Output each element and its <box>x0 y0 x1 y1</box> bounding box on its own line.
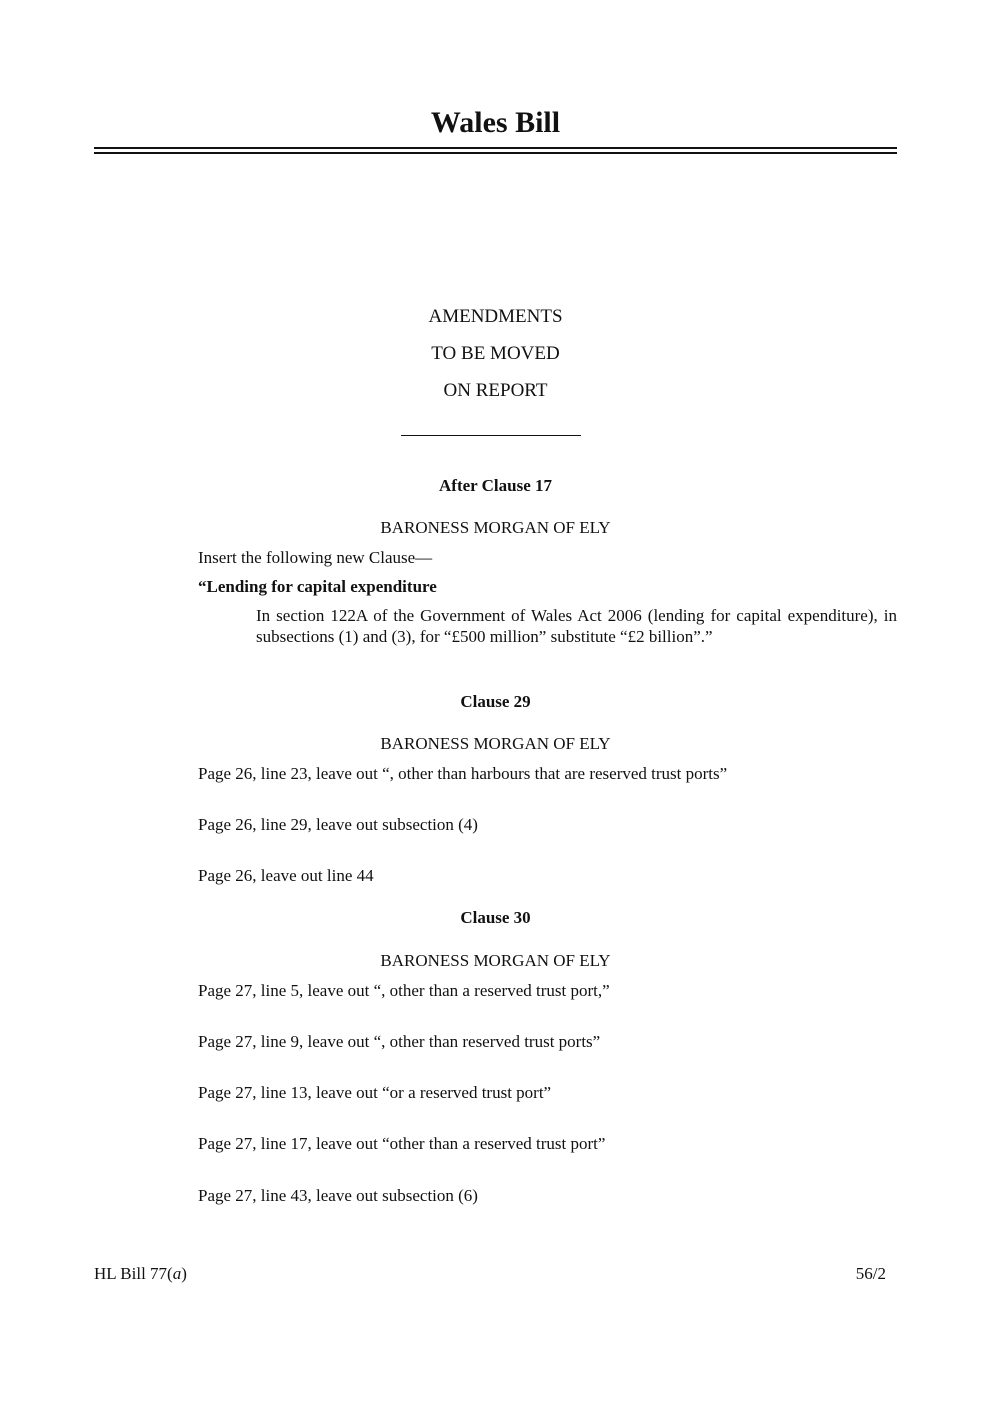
amendment-line: Page 27, line 5, leave out “, other than a reserved trust port,” <box>198 981 610 1000</box>
heading-line-1: AMENDMENTS <box>428 306 563 327</box>
bill-ref-prefix: HL Bill 77( <box>94 1264 173 1283</box>
amendment-line: Page 26, leave out line 44 <box>198 866 374 885</box>
page-reference: 56/2 <box>855 1264 886 1283</box>
amendment-instruction: Insert the following new Clause— <box>198 548 433 567</box>
heading-line-3: ON REPORT <box>443 380 548 401</box>
new-clause-title: “Lending for capital expenditure <box>198 577 437 596</box>
amendment-line: Page 27, line 9, leave out “, other than reserved trust ports” <box>198 1032 601 1051</box>
section-heading-after-clause-17: After Clause 17 <box>439 476 552 495</box>
amendment-line: Page 26, line 29, leave out subsection (4) <box>198 815 478 834</box>
amendment-line: Page 27, line 13, leave out “or a reserved trust port” <box>198 1083 552 1102</box>
heading-divider <box>401 435 581 436</box>
bill-reference <box>94 1264 187 1284</box>
title-rule-bottom <box>94 152 897 154</box>
section-heading-clause-29: Clause 29 <box>460 692 531 711</box>
section-heading-clause-30: Clause 30 <box>460 908 531 927</box>
bill-ref-letter: a <box>172 1264 182 1283</box>
page-title: Wales Bill <box>430 106 561 139</box>
member-name: BARONESS MORGAN OF ELY <box>380 734 611 753</box>
bill-ref-suffix: ) <box>181 1264 187 1283</box>
amendment-line: Page 27, line 43, leave out subsection (6) <box>198 1186 478 1205</box>
heading-line-2: TO BE MOVED <box>431 343 560 364</box>
amendment-line: Page 26, line 23, leave out “, other than harbours that are reserved trust ports” <box>198 764 728 783</box>
member-name: BARONESS MORGAN OF ELY <box>380 951 611 970</box>
new-clause-text: In section 122A of the Government of Wales Act 2006 (lending for capital expenditure), in subsections (1) and (3), for “£500 million” substitute “£2 billion”.” <box>256 606 897 646</box>
title-rule-top <box>94 147 897 149</box>
amendment-line: Page 27, line 17, leave out “other than a reserved trust port” <box>198 1134 606 1153</box>
member-name: BARONESS MORGAN OF ELY <box>380 518 611 537</box>
